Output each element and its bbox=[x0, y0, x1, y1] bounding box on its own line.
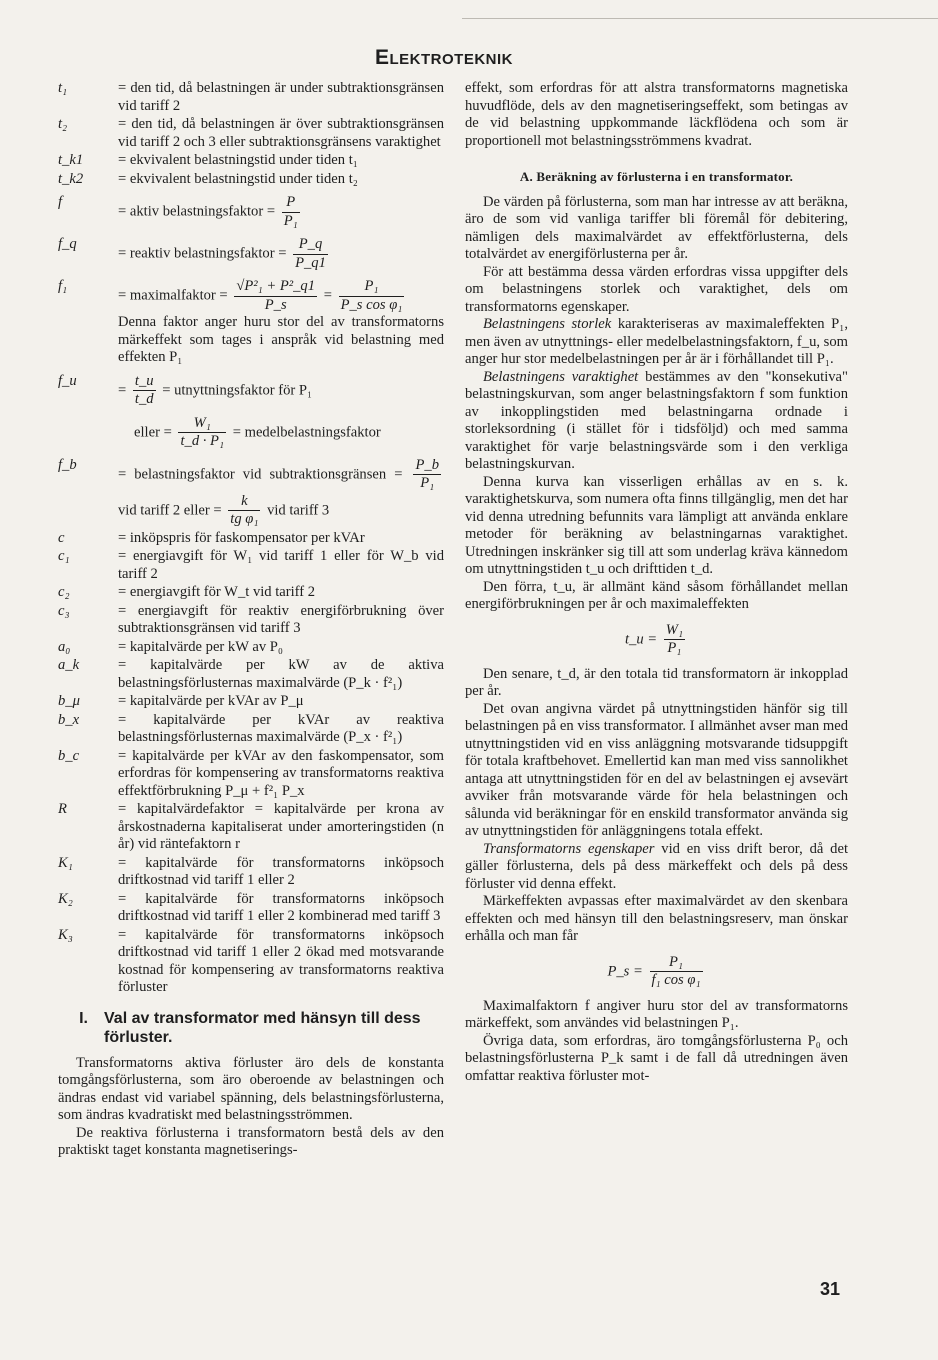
definition-row bbox=[58, 927, 444, 997]
paragraph: Den förra, t_u, är allmänt känd såsom förhållandet mellan energiförbrukningen per år och maximaleffekten bbox=[465, 578, 848, 612]
symbol: K₂ bbox=[58, 890, 73, 907]
definition-text: = energiavgift för W₁ vid tariff 1 eller för W_b vid tariff 2 bbox=[118, 548, 444, 582]
definitions-list-2 bbox=[58, 530, 444, 997]
fraction bbox=[234, 278, 317, 314]
denominator: t_d · P₁ bbox=[180, 433, 225, 449]
symbol: c₃ bbox=[58, 602, 70, 619]
symbol: f₁ bbox=[58, 278, 68, 294]
denominator: t_d bbox=[134, 391, 154, 407]
paragraph: Det ovan angivna värdet på utnyttningstiden hänför sig till belastningen på en viss transformator. I allmänhet avser man med utnyttningstiden vid en viss anläggning motsvarande tidsuppgift för totala kraftbehovet. Emellertid kan man med viss sannolikhet antaga att utnyttningstiden för en del av belastningen ej avsevärt avviker från motsvarande värde för hela belastningen och sålunda vid beräkningar för en enskild transformator använda sig av utnyttningstiden för anläggningens totala effekt. bbox=[465, 700, 848, 839]
numerator: t_u bbox=[133, 373, 156, 392]
equation-ps: P_s = $\frac{\text{P₁}}{\text{f₁ cos φ₁}}$ bbox=[607, 953, 701, 988]
denominator: f₁ cos φ₁ bbox=[651, 972, 701, 988]
paragraph: Märkeffekten avpassas efter maximalvärdet av den skenbara effekten och med hänsyn till den belastningsreserv, man önskar erhålla och man får bbox=[465, 893, 848, 944]
denominator: P₁ bbox=[283, 212, 298, 229]
denominator: P_q1 bbox=[295, 254, 326, 271]
definition-text: = kapitalvärde för transformatorns inköpsoch driftkostnad vid tariff 1 eller 2 bbox=[118, 854, 444, 888]
paragraph: Transformatorns egenskaper vid en viss drift beror, då det gäller förlusterna, dels på dess märkeffekt och dels på dess förluster vid denna effekt. bbox=[465, 840, 849, 892]
definition-text: = maximalfaktor = bbox=[118, 287, 228, 304]
symbol: b_c bbox=[58, 747, 80, 764]
sub-heading: A. Beräkning av förlusterna i en transformator. bbox=[519, 169, 794, 184]
fraction bbox=[293, 236, 328, 272]
symbol: b_μ bbox=[58, 693, 80, 709]
fraction bbox=[282, 194, 300, 230]
paragraph: Belastningens varaktighet bestämmes av den "konsekutiva" belastningskurvan, som anger belastningsfaktorn f som funktion av inkopplingstiden med belastningarna ordnade i storleksordning (i stället för i tidsföljd) och med samma varaktighet för varje belastningsvärde som i den verkliga belastningskurvan. bbox=[465, 368, 848, 472]
paragraph: De värden på förlusterna, som man har intresse av att beräkna, äro de som vid vanliga tariffer bli föremål för debitering, nämligen dels maximalvärdet av effektförlusterna, dels totalvärdet av energiförlusterna per år. bbox=[465, 193, 848, 262]
symbol: t₁ bbox=[58, 80, 68, 96]
definition-text: = kapitalvärde per kVAr av P_μ bbox=[118, 693, 304, 709]
numerator: P₁ bbox=[339, 278, 405, 297]
definition-row bbox=[58, 152, 444, 170]
definition-text: = energiavgift för reaktiv energiförbrukning över subtraktionsgränsen vid tariff 3 bbox=[118, 602, 444, 636]
page-number: 31 bbox=[820, 1279, 841, 1299]
definition-fu: f_u = $\frac{t\_u}{t\_d}$ = utnyttningsfaktor för P₁ eller = $\frac{\text{W₁}}{\text{t\_d · P₁}}$ = medelbelastningsfaktor bbox=[58, 372, 381, 449]
symbol: t₂ bbox=[58, 116, 68, 132]
definition-row bbox=[58, 712, 444, 747]
paragraph: Belastningens storlek karakteriseras av maximaleffekten P₁, men även av utnyttnings- eller medelbelastningsfaktorn, f_u, som anger hur stor medelbelastningen per år är i förhållandet till P₁. bbox=[465, 316, 849, 367]
denominator: P_s bbox=[264, 296, 287, 313]
paragraph: Övriga data, som erfordras, äro tomgångsförlusterna P₀ och belastningsförlusterna P_k samt i de fall då utredningen även omfattar reaktiva förluster mot- bbox=[465, 1032, 848, 1084]
top-rule bbox=[462, 18, 938, 19]
symbol: c₂ bbox=[58, 584, 70, 600]
definition-text: = ekvivalent belastningstid under tiden t₁ bbox=[118, 152, 358, 168]
section-number: I. bbox=[79, 1009, 88, 1027]
definition-text: = energiavgift för W_t vid tariff 2 bbox=[118, 584, 316, 600]
fraction bbox=[178, 415, 226, 451]
definition-description: Denna faktor anger huru stor del av transformatorns märkeffekt som tages i anspråk vid belastning med effekten P₁ bbox=[118, 314, 444, 365]
definition-text: = inköpspris för faskompensator per kVAr bbox=[118, 529, 365, 546]
numerator: P_q bbox=[293, 236, 328, 255]
paragraph: Denna kurva kan visserligen erhållas av en s. k. varaktighetskurva, som numera ofta finns tillgänglig, men det har vid denna utredning befunnits vara lämpligt att använda enklare metoder för beräkning av belastningarnas varaktighet. Utredningen inskränker sig till att som underlag kräva kännedom om utnyttningstiden t_u och drifttiden t_d. bbox=[465, 473, 848, 577]
symbol: K₁ bbox=[58, 854, 73, 871]
denominator: tg φ₁ bbox=[230, 511, 259, 527]
right-column bbox=[465, 80, 848, 1085]
numerator: W₁ bbox=[178, 415, 226, 434]
numerator: P₁ bbox=[650, 954, 703, 973]
definition-row bbox=[58, 584, 444, 602]
paragraph: För att bestämma dessa värden erfordras vissa uppgifter dels om belastningens storlek och varaktighet, dels om transformatorns egenskaper. bbox=[465, 263, 848, 315]
definition-text: = utnyttningsfaktor för P₁ bbox=[162, 381, 313, 398]
definition-row bbox=[58, 801, 444, 854]
definition-row bbox=[58, 530, 444, 548]
definition-row bbox=[58, 603, 444, 638]
definition-row bbox=[58, 657, 444, 692]
definition-f bbox=[58, 194, 444, 230]
denominator: P₁ bbox=[667, 640, 682, 656]
definition-row bbox=[58, 855, 444, 890]
paragraph: De reaktiva förlusterna i transformatorn bestå dels av den praktiskt taget konstanta magnetiserings- bbox=[58, 1124, 444, 1158]
definition-row bbox=[58, 693, 444, 711]
definitions-list bbox=[58, 80, 444, 188]
definition-row bbox=[58, 116, 444, 151]
definition-f1: f₁ = maximalfaktor = $\frac{\text{√P²₁ + P²\_q1}}{P\_s}$ = $\frac{\text{P₁}}{\text{P\_s cos φ₁}}$ Denna faktor anger huru stor del av transformatorns märkeffekt som tages i anspråk vid belastning med effekten P₁ bbox=[58, 278, 444, 365]
denominator: P_s cos φ₁ bbox=[340, 296, 403, 313]
definition-row bbox=[58, 891, 444, 926]
definition-text: = ekvivalent belastningstid under tiden t₂ bbox=[118, 170, 358, 187]
fraction bbox=[664, 622, 685, 658]
definition-row bbox=[58, 171, 444, 189]
definition-row bbox=[58, 80, 444, 115]
definition-row bbox=[58, 748, 444, 801]
symbol: t_k1 bbox=[58, 152, 84, 168]
definition-text: = den tid, då belastningen är under subtraktionsgränsen vid tariff 2 bbox=[118, 80, 444, 114]
definition-text: = kapitalvärde för transformatorns inköpsoch driftkostnad vid tariff 1 eller 2 kombinerad med tariff 3 bbox=[118, 890, 444, 924]
running-header: Elektroteknik bbox=[375, 46, 514, 69]
definition-text: = kapitalvärde för transformatorns inköpsoch driftkostnad vid tariff 1 eller 2 ökad med motsvarande kostnad för kompensering av transformatorns reaktiva förluster bbox=[118, 926, 444, 995]
numerator: k bbox=[228, 493, 260, 512]
symbol: b_x bbox=[58, 711, 80, 728]
numerator: W₁ bbox=[664, 622, 685, 641]
denominator: P₁ bbox=[420, 475, 435, 491]
symbol: f_u bbox=[58, 372, 77, 389]
symbol: c bbox=[58, 529, 65, 546]
equation-tu: t_u = $\frac{\text{W₁}}{\text{P₁}}$ bbox=[624, 621, 684, 656]
symbol: R bbox=[58, 801, 67, 817]
definition-text: = kapitalvärde per kVAr av den faskompensator, som erfordras för kompensering av transformatorns reaktiva effektförbrukning P_μ + f²₁ P_x bbox=[118, 747, 444, 799]
fraction bbox=[650, 954, 703, 990]
numerator: P_b bbox=[413, 457, 441, 476]
symbol: t_k2 bbox=[58, 170, 84, 187]
paragraph: Den senare, t_d, är den totala tid transformatorn är inkopplad per år. bbox=[465, 665, 848, 699]
definition-fq bbox=[58, 236, 444, 272]
definition-text: = reaktiv belastningsfaktor = bbox=[118, 245, 287, 262]
definition-text: = kapitalvärde per kW av de aktiva belastningsförlusternas maximalvärde (P_k · f²₁) bbox=[118, 657, 444, 691]
numerator: √P²₁ + P²_q1 bbox=[234, 278, 317, 297]
symbol: f bbox=[58, 194, 63, 210]
fraction bbox=[228, 493, 260, 529]
definition-text: = kapitalvärde per kW av P₀ bbox=[118, 638, 284, 655]
section-heading bbox=[58, 1009, 444, 1047]
paragraph: Transformatorns aktiva förluster äro dels de konstanta tomgångsförlusterna, som äro oberoende av belastningen och ändras endast vid variabel spänning, dels belastningsförlusterna, som ändras kvadratiskt med belastningsströmmen. bbox=[58, 1054, 444, 1123]
paragraph: Maximalfaktorn f angiver huru stor del av transformatorns märkeffekt, som användes vid belastningen P₁. bbox=[465, 997, 848, 1031]
left-column bbox=[58, 80, 444, 1160]
fraction bbox=[133, 373, 156, 409]
definition-text: = aktiv belastningsfaktor = bbox=[118, 203, 276, 220]
definition-row bbox=[58, 639, 444, 657]
symbol: a_k bbox=[58, 657, 80, 673]
definition-text: = den tid, då belastningen är över subtraktionsgränsen vid tariff 2 och 3 eller subtraktionsgränsens varaktighet bbox=[118, 116, 444, 150]
section-title: Val av transformator med hänsyn till dess förluster. bbox=[104, 1009, 421, 1046]
symbol: f_q bbox=[58, 236, 77, 252]
symbol: c₁ bbox=[58, 548, 70, 564]
definition-row bbox=[58, 548, 444, 583]
definition-text: = belastningsfaktor vid subtraktionsgränsen = bbox=[118, 465, 403, 482]
definition-fb: f_b = belastningsfaktor vid subtraktionsgränsen = $\frac{P\_b}{\text{P₁}}$ vid tariff 2 eller = $\frac{k}{\text{tg φ₁}}$ vid tariff 3 bbox=[58, 456, 439, 527]
symbol: K₃ bbox=[58, 926, 73, 943]
fraction bbox=[413, 457, 441, 493]
paragraph: effekt, som erfordras för att alstra transformatorns magnetiska huvudflöde, dels av den magnetiseringseffekt, som betingas av de vid belastning uppkommande läckflödena och som är proportionell mot belastningsströmmens kvadrat. bbox=[465, 80, 848, 149]
definition-text: = kapitalvärde per kVAr av reaktiva belastningsförlusternas maximalvärde (P_x · f²₁) bbox=[118, 711, 444, 745]
definition-text: = kapitalvärdefaktor = kapitalvärde per krona av årskostnaderna kapitaliserat under amorteringstiden (n år) vid räntefaktorn r bbox=[118, 801, 444, 852]
symbol: a₀ bbox=[58, 638, 71, 655]
numerator: P bbox=[282, 194, 300, 213]
fraction bbox=[339, 278, 405, 314]
symbol: f_b bbox=[58, 456, 77, 473]
